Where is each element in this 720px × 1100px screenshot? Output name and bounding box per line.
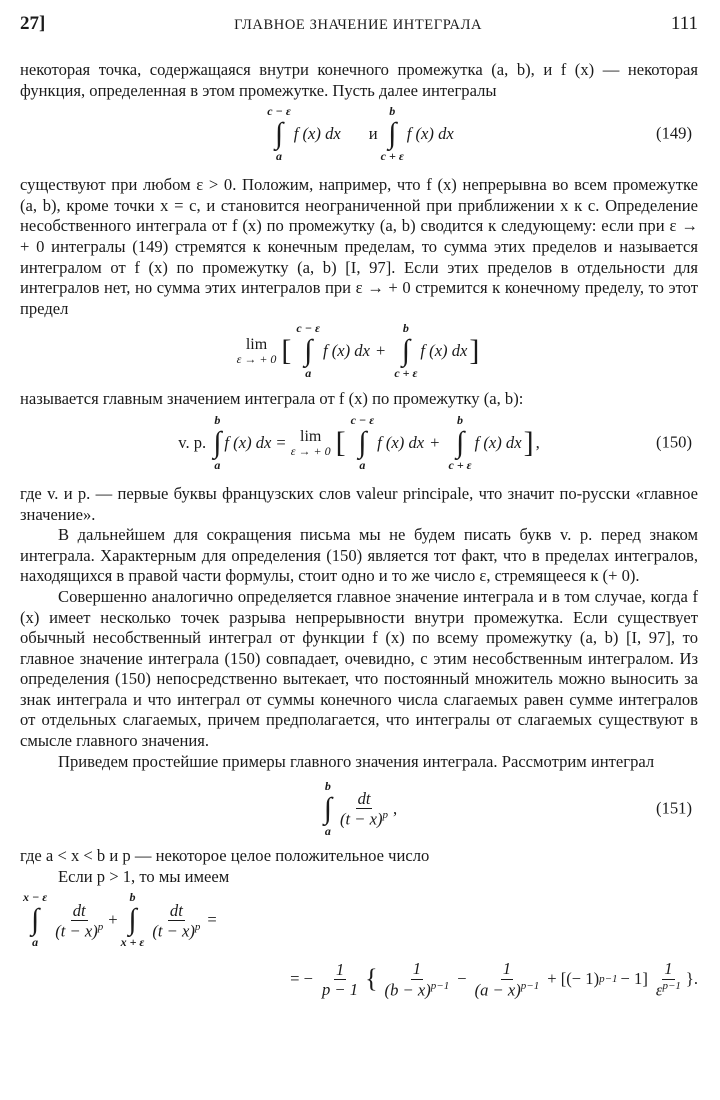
fraction: $\frac{1}{p - 1}$ bbox=[321, 959, 359, 999]
integral-sign bbox=[381, 105, 404, 163]
fraction: $\frac{1}{\varepsilon^{p-1}}$ bbox=[655, 959, 681, 1000]
equation-number: (150) bbox=[656, 432, 692, 452]
paragraph-3: называется главным значением интеграла от f (x) по промежутку (a, b): bbox=[20, 389, 524, 409]
integral-sign: b ∫ a bbox=[213, 412, 222, 472]
final-equation bbox=[20, 891, 698, 1005]
vp-label: v. p. bbox=[178, 432, 207, 452]
integral-sign: b ∫ c + ε bbox=[394, 321, 418, 381]
integrand: f (x) dx bbox=[293, 123, 341, 143]
equation-150 bbox=[20, 410, 698, 476]
section-number: 27] bbox=[20, 13, 46, 34]
integral-sign: b ∫ c + ε bbox=[448, 412, 472, 472]
integrand: f (x) dx bbox=[420, 341, 468, 361]
integral-sign: x − ε ∫ a bbox=[23, 890, 48, 950]
fraction: $\frac{dt}{(t - x)^p}$ bbox=[340, 789, 389, 830]
integral-sign: c − ε ∫ a bbox=[350, 412, 375, 472]
integrand: f (x) dx bbox=[406, 123, 454, 143]
final-rhs: = − $\frac{1}{p - 1}$ { $\frac{1}{(b - x)^{p-1}}$ − $\frac{1}{(a - x)^{p-1}}$ + [(− 1) p−1 − 1] $\frac{1}{\varepsilon^{p-1}}$ }. bbox=[290, 959, 698, 1000]
equation-151 bbox=[20, 772, 698, 846]
paragraph-7: Приведем простейшие примеры главного значения интеграла. Рассмотрим интеграл bbox=[58, 751, 655, 771]
lower-limit: a bbox=[276, 149, 282, 164]
equation-number: (149) bbox=[656, 123, 692, 143]
fraction: $\frac{1}{(b - x)^{p-1}}$ bbox=[384, 959, 450, 1000]
paragraph-9: Если p > 1, то мы имеем bbox=[58, 866, 230, 886]
right-bracket: ] bbox=[469, 334, 480, 368]
equation-149 bbox=[20, 101, 698, 167]
paragraph-8: где a < x < b и p — некоторое целое положительное число bbox=[20, 846, 430, 866]
fraction: $\frac{1}{(a - x)^{p-1}}$ bbox=[474, 959, 540, 1000]
eq149-body bbox=[264, 105, 454, 163]
upper-limit: c − ε bbox=[267, 104, 291, 119]
upper-limit: b bbox=[389, 104, 396, 119]
eq151-body: b ∫ a $\frac{dt}{(t - x)^p}$ , bbox=[323, 779, 398, 839]
integral-glyph: ∫ bbox=[388, 117, 397, 151]
paragraph-1: некоторая точка, содержащаяся внутри конечного промежутка (a, b), и f (x) — некоторая функция, определенная в этом промежутке. Пусть далее интегралы bbox=[20, 60, 698, 100]
paragraph-2: существуют при любом ε > 0. Положим, например, что f (x) непрерывна во всем промежутке (a, b), кроме точки x = c, и становится неограниченной при приближении x к c. Определение несобственного интеграла от f (x) по промежутку (a, b) сводится к следующему: если при ε → + 0 интегралы (149) стремятся к конечным пределам, то сумма этих пределов и называется интегралом от f (x) по промежутку (a, b) [I, 97]. Если этих пределов в отдельности для интегралов нет, но сумма этих интегралов при ε → + 0 стремится к конечному пределу, то этот предел bbox=[20, 175, 698, 318]
paragraph-6: Совершенно аналогично определяется главное значение интеграла и в том случае, когда f (x) имеет несколько точек разрыва непрерывности внутри промежутка. Если существует обычный несобственный интеграл от функции f (x) по всему промежутку (a, b) [I, 97], то главное значение интеграла (150) совпадает, очевидно, с этим несобственным интегралом. Из определения (150) непосредственно вытекает, что постоянный множитель можно выносить за знак интеграла и что интеграл от суммы конечного числа слагаемых равен сумме интегралов от отдельных слагаемых, причем предполагается, что интегралы от слагаемых существуют в смысле главного значения. bbox=[20, 586, 698, 751]
paragraph-5: В дальнейшем для сокращения письма мы не будем писать букв v. p. перед знаком интеграла. Характерным для определения (150) является тот факт, что в пределах интегралов, находящихся в правой части формулы, стоит одно и то же число ε, стремящееся к (+ 0). bbox=[20, 525, 698, 586]
page-number: 111 bbox=[670, 13, 698, 34]
running-title: ГЛАВНОЕ ЗНАЧЕНИЕ ИНТЕГРАЛА bbox=[234, 17, 483, 33]
fraction: $\frac{dt}{(t - x)^p}$ bbox=[152, 900, 201, 941]
conjunction: и bbox=[368, 123, 378, 143]
limit-operator: lim ε → + 0 bbox=[236, 336, 277, 367]
eq150-body: v. p. b ∫ a f (x) dx = lim ε → + 0 [ c − ε ∫ a f (x) dx + b ∫ c + ε f (x) dx ] , bbox=[178, 412, 540, 472]
left-bracket: [ bbox=[281, 334, 292, 368]
final-lhs: x − ε ∫ a $\frac{dt}{(t - x)^p}$ + b ∫ x + ε $\frac{dt}{(t - x)^p}$ = bbox=[23, 890, 217, 950]
integral-sign bbox=[267, 105, 291, 163]
limit-expression bbox=[20, 319, 698, 383]
limit-body: lim ε → + 0 [ c − ε ∫ a f (x) dx + b ∫ c + ε f (x) dx ] bbox=[236, 321, 480, 381]
integrand: f (x) dx bbox=[322, 341, 370, 361]
equation-number: (151) bbox=[656, 798, 692, 818]
integral-sign: c − ε ∫ a bbox=[296, 321, 320, 381]
fraction: $\frac{dt}{(t - x)^p}$ bbox=[55, 900, 104, 941]
integral-sign: b ∫ x + ε bbox=[120, 890, 145, 950]
lower-limit: c + ε bbox=[380, 149, 404, 164]
limit-operator: lim ε → + 0 bbox=[290, 427, 331, 458]
page-header bbox=[20, 14, 698, 40]
integral-glyph: ∫ bbox=[274, 117, 284, 151]
paragraph-4: где v. и p. — первые буквы французских слов valeur principale, что значит по-русски «главное значение». bbox=[20, 483, 698, 524]
integral-sign: b ∫ a bbox=[323, 779, 333, 839]
